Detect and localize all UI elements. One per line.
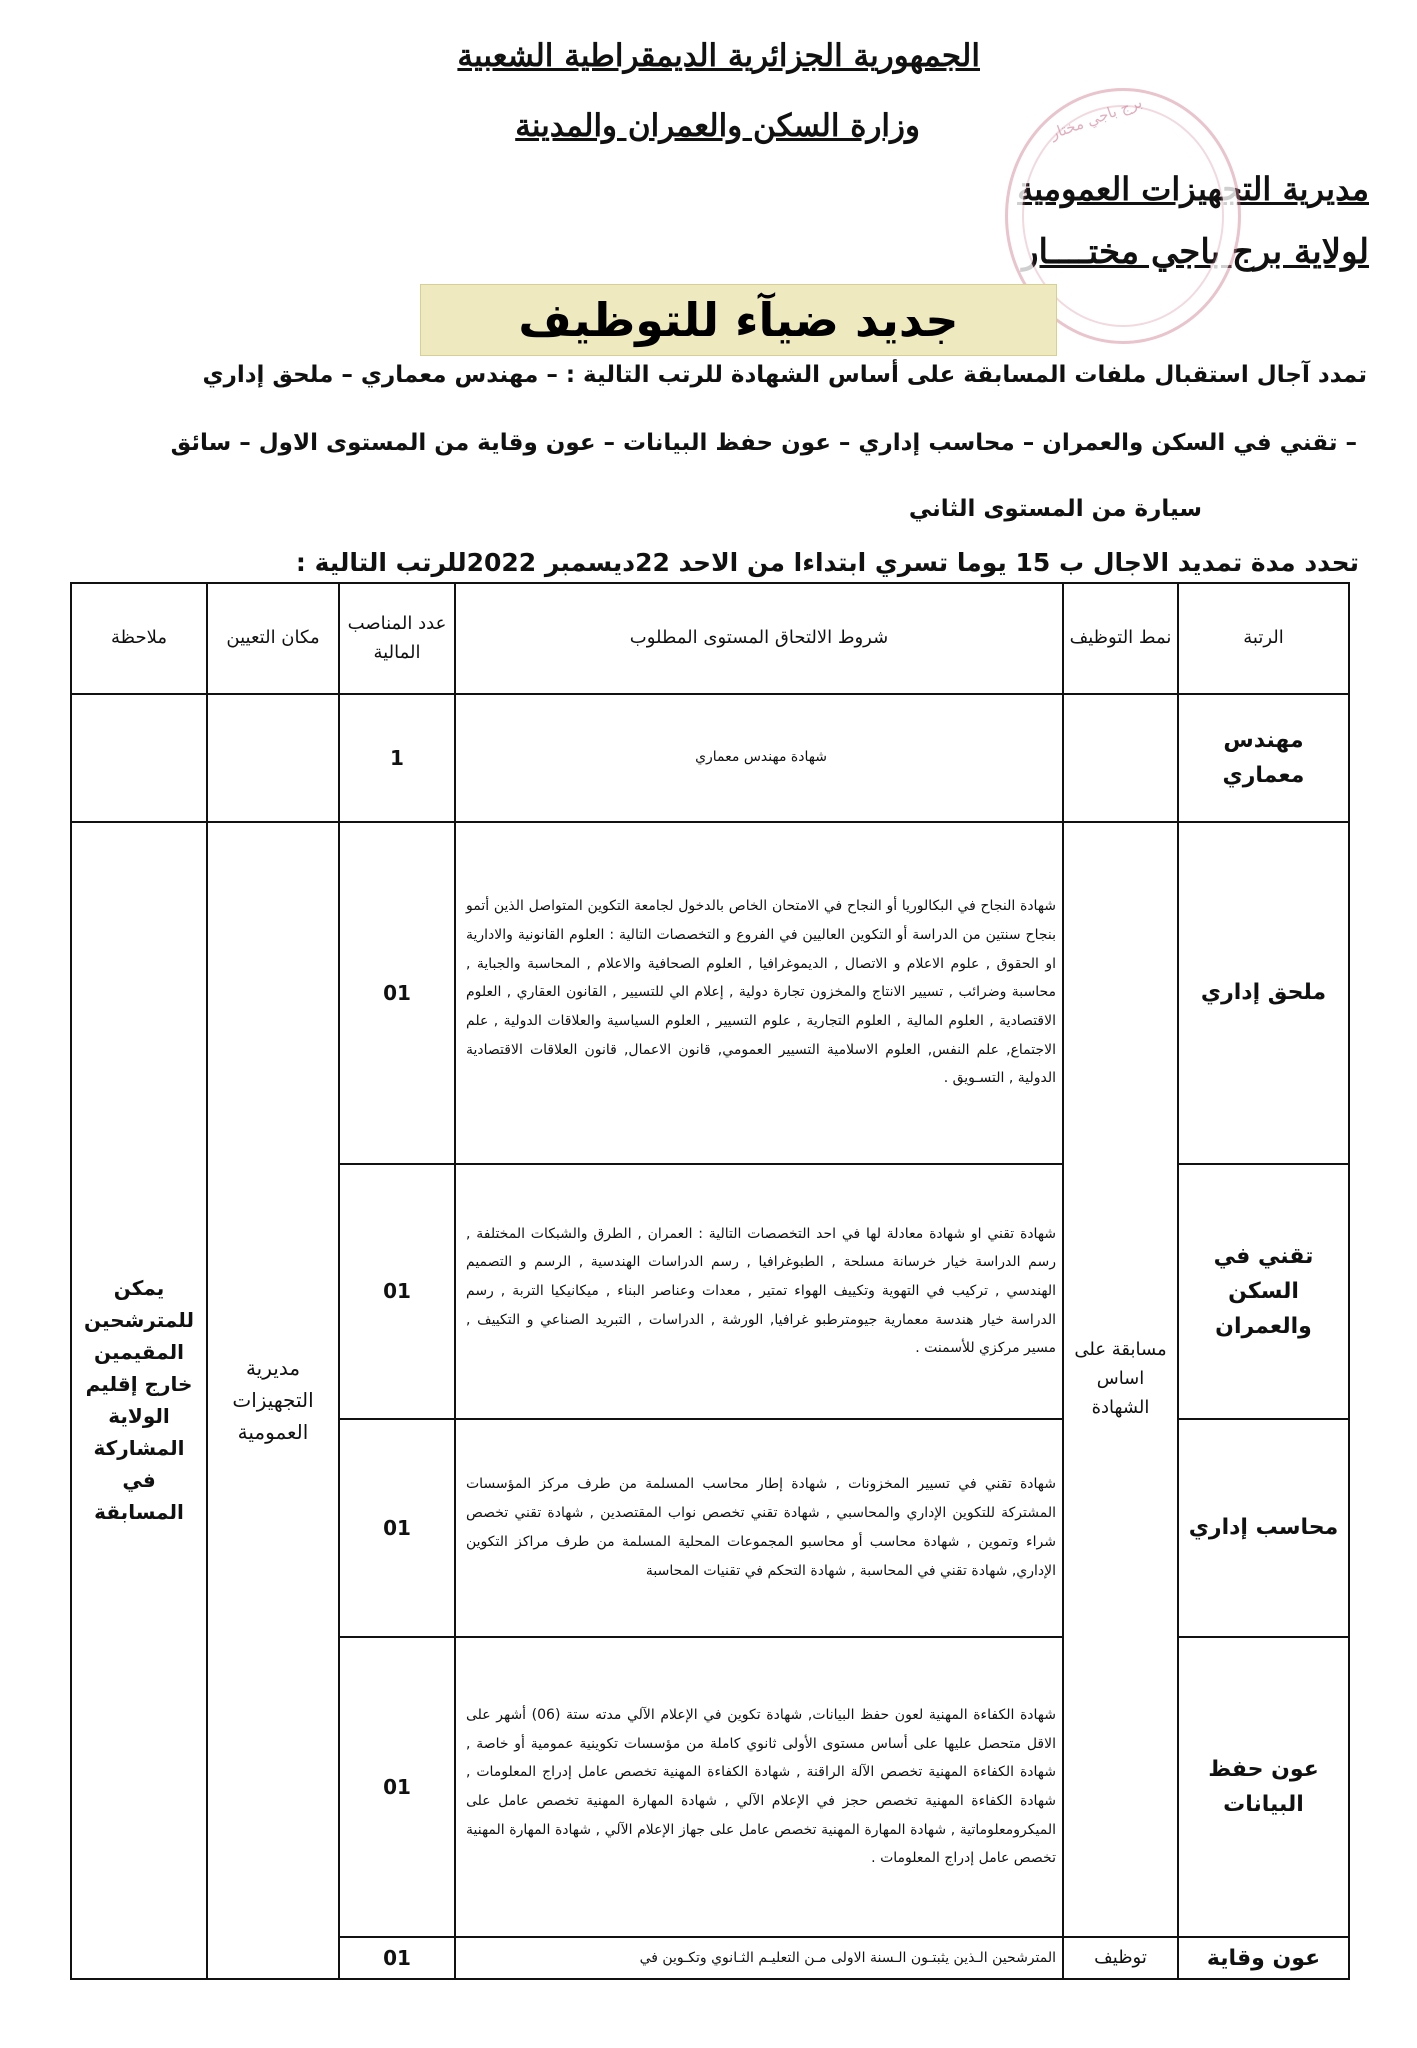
assignment-place-cell: مديرية التجهيزات العمومية <box>207 822 339 1979</box>
note-cell-empty <box>71 694 207 822</box>
positions-cell: 01 <box>339 1419 455 1637</box>
conditions-cell: شهادة تقني او شهادة معادلة لها في احد التخصصات التالية : العمران , الطرق والشبكات المختلفة , رسم الدراسة خيار خرسانة مسلحة , الطبوغرافيا , رسم الدراسات الهندسية , الرسم و التصميم الهندسي , تركيب في التهوية وتكييف الهواء تمتير , معدات وعناصر البناء , ميكانيكيا التربة , رسم الدراسة خيار هندسة معمارية جيومترطبو غرافيا, الورشة , الدراسات , التبريد الصناعي و التكييف , مسير مركزي للأسمنت . <box>455 1164 1063 1419</box>
recruitment-table <box>70 582 1350 1980</box>
mode-cell-empty <box>1063 694 1178 822</box>
positions-cell: 01 <box>339 1937 455 1979</box>
header-positions: عدد المناصب المالية <box>339 583 455 694</box>
recruitment-mode-cell: مسابقة على اساس الشهادة <box>1063 822 1178 1938</box>
directorate-title: مديرية التجهيزات العمومية <box>1017 170 1369 208</box>
rank-cell: عون وقاية <box>1178 1937 1349 1979</box>
header-conditions: شروط الالتحاق المستوى المطلوب <box>455 583 1063 694</box>
wilaya-title: لولاية برج باجي مختــــار <box>1022 232 1369 272</box>
rank-cell: ملحق إداري <box>1178 822 1349 1164</box>
conditions-cell: شهادة النجاح في البكالوريا أو النجاح في الامتحان الخاص بالدخول لجامعة التكوين المتواصل الذين أتمو بنجاح سنتين من الدراسة أو التكوين العاليين في الفروع و التخصصات التالية : العلوم القانونية والادارية او الحقوق , علوم الاعلام و الاتصال , الديموغرافيا , العلوم الصحافية والاعلام , المحاسبة والجباية , محاسبة وضرائب , تسيير الانتاج والمخزون تجارة دولية , إعلام الي للتسيير , القانون العقاري , العلوم الاقتصادية , العلوم المالية , العلوم التجارية , علوم التسيير , العلوم السياسية والعلاقات الدولية , علم الاجتماع, علم النفس, العلوم الاسلامية التسيير العمومي, قانون الاعمال, قانون العلاقات الاقتصادية الدولية , التسـويق . <box>455 822 1063 1164</box>
ministry-title: وزارة السكن والعمران والمدينة <box>515 108 920 144</box>
positions-cell: 1 <box>339 694 455 822</box>
intro-line-3: سيارة من المستوى الثاني <box>908 496 1202 522</box>
intro-line-2: – تقني في السكن والعمران – محاسب إداري – عون حفظ البيانات – عون وقاية من المستوى الاول – سائق <box>170 430 1357 456</box>
watermark-banner: جديد ضيآء للتوظيف <box>420 284 1057 356</box>
mode-cell: توظيف <box>1063 1937 1178 1979</box>
rank-cell: تقني في السكن والعمران <box>1178 1164 1349 1419</box>
positions-cell: 01 <box>339 1637 455 1938</box>
positions-cell: 01 <box>339 822 455 1164</box>
table-header-row <box>71 583 1349 694</box>
header-mode: نمط التوظيف <box>1063 583 1178 694</box>
stamp-text: برج باجي مختار <box>1047 93 1145 143</box>
note-cell: يمكن للمترشحين المقيمين خارج إقليم الولاية المشاركة في المسابقة <box>71 822 207 1979</box>
table-row <box>71 694 1349 822</box>
header-note: ملاحظة <box>71 583 207 694</box>
table-row <box>71 822 1349 1164</box>
rank-cell: محاسب إداري <box>1178 1419 1349 1637</box>
header-place: مكان التعيين <box>207 583 339 694</box>
positions-cell: 01 <box>339 1164 455 1419</box>
conditions-cell: المترشحين الـذين يثبتـون الـسنة الاولى مـن التعليـم الثـانوي وتكـوين في <box>455 1937 1063 1979</box>
rank-cell: مهندس معماري <box>1178 694 1349 822</box>
intro-line-1: تمدد آجال استقبال ملفات المسابقة على أساس الشهادة للرتب التالية : – مهندس معماري – ملحق إداري <box>202 362 1367 388</box>
place-cell-empty <box>207 694 339 822</box>
conditions-cell: شهادة تقني في تسيير المخزونات , شهادة إطار محاسب المسلمة من طرف مركز المؤسسات المشتركة للتكوين الإداري والمحاسبي , شهادة تقني تخصص نواب المقتصدين , شهادة تقني تخصص شراء وتموين , شهادة محاسب أو محاسبو المجموعات المحلية المسلمة من طرف مراكز التكوين الإداري, شهادة تقني في المحاسبة , شهادة التحكم في تقنيات المحاسبة <box>455 1419 1063 1637</box>
extension-notice: تحدد مدة تمديد الاجال ب 15 يوما تسري ابتداءا من الاحد 22ديسمبر 2022للرتب التالية : <box>295 548 1359 577</box>
republic-title: الجمهورية الجزائرية الديمقراطية الشعبية <box>457 38 980 74</box>
rank-cell: عون حفظ البيانات <box>1178 1637 1349 1938</box>
header-rank: الرتبة <box>1178 583 1349 694</box>
conditions-cell: شهادة الكفاءة المهنية لعون حفظ البيانات, شهادة تكوين في الإعلام الآلي مدته ستة (06) أشهر على الاقل متحصل عليها على أساس مستوى الأولى ثانوي كاملة من مؤسسات تكوينية عمومية أو خاصة , شهادة الكفاءة المهنية تخصص الآلة الراقنة , شهادة الكفاءة المهنية تخصص عامل إدراج المعلومات , شهادة الكفاءة المهنية تخصص حجز في الإعلام الآلي , شهادة المهارة المهنية تخصص عامل على الميكرومعلوماتية , شهادة المهارة المهنية تخصص عامل على جهاز الإعلام الآلي , شهادة المهارة المهنية تخصص عامل إدراج المعلومات . <box>455 1637 1063 1938</box>
conditions-cell: شهادة مهندس معماري <box>455 694 1063 822</box>
